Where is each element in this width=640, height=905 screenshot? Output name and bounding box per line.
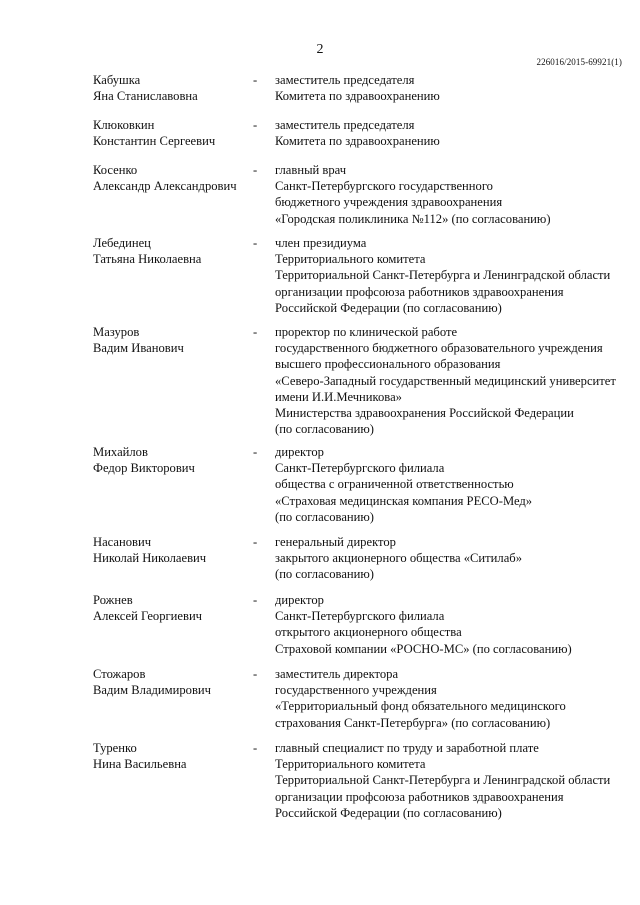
- position-line: заместитель директора: [275, 667, 399, 681]
- member-name: [93, 162, 253, 194]
- position-line: общества с ограниченной ответственностью: [275, 477, 514, 492]
- member-surname: Косенко: [93, 163, 138, 177]
- dash-separator: -: [253, 236, 258, 250]
- member-name: [93, 117, 253, 149]
- position-line: Российской Федерации (по согласованию): [275, 805, 502, 820]
- position-line: (по согласованию): [275, 509, 375, 524]
- position-line: Санкт-Петербургского государственного: [275, 179, 493, 194]
- member-position: [275, 592, 625, 657]
- position-line: закрытого акционерного общества «Ситилаб»: [275, 551, 522, 566]
- position-line: член президиума: [275, 236, 367, 250]
- dash-separator: -: [253, 325, 258, 339]
- member-surname: Кабушка: [93, 73, 141, 87]
- position-line: государственного бюджетного образовательного учреждения: [275, 341, 603, 356]
- member-name: [93, 72, 253, 104]
- member-name: [93, 235, 253, 267]
- dash-separator: -: [253, 163, 258, 177]
- page-number: 2: [316, 42, 324, 57]
- position-line: Территориального комитета: [275, 757, 426, 772]
- position-line: заместитель председателя: [275, 118, 415, 132]
- dash-separator: -: [253, 445, 258, 459]
- member-given-names: Вадим Владимирович: [93, 683, 211, 698]
- member-surname: Стожаров: [93, 667, 146, 681]
- dash-separator: -: [253, 118, 258, 132]
- member-surname: Насанович: [93, 535, 152, 549]
- member-position: [275, 444, 625, 525]
- member-position: [275, 666, 625, 731]
- position-line: страхования Санкт-Петербурга» (по согласованию): [275, 715, 551, 730]
- position-line: «Территориальный фонд обязательного медицинского: [275, 699, 566, 714]
- member-given-names: Татьяна Николаевна: [93, 252, 202, 267]
- member-position: [275, 117, 625, 149]
- position-line: Санкт-Петербургского филиала: [275, 461, 445, 476]
- position-line: организации профсоюза работников здравоохранения: [275, 789, 564, 804]
- member-position: [275, 534, 625, 583]
- position-line: Комитета по здравоохранению: [275, 134, 440, 149]
- dash-separator: -: [253, 73, 258, 87]
- position-line: (по согласованию): [275, 567, 375, 582]
- position-line: заместитель председателя: [275, 73, 415, 87]
- dash-separator: -: [253, 535, 258, 549]
- position-line: Территориальной Санкт-Петербурга и Ленинградской области: [275, 268, 611, 283]
- member-name: [93, 740, 253, 772]
- member-surname: Рожнев: [93, 593, 133, 607]
- position-line: открытого акционерного общества: [275, 625, 462, 640]
- position-line: государственного учреждения: [275, 683, 437, 698]
- position-line: высшего профессионального образования: [275, 357, 501, 372]
- position-line: Комитета по здравоохранению: [275, 89, 440, 104]
- member-position: [275, 162, 625, 227]
- position-line: «Страховая медицинская компания РЕСО-Мед»: [275, 493, 533, 508]
- position-line: «Городская поликлиника №112» (по согласованию): [275, 211, 551, 226]
- member-surname: Михайлов: [93, 445, 148, 459]
- member-name: [93, 592, 253, 624]
- position-line: бюджетного учреждения здравоохранения: [275, 195, 503, 210]
- member-name: [93, 534, 253, 566]
- member-given-names: Александр Александрович: [93, 179, 237, 194]
- position-line: главный врач: [275, 163, 347, 177]
- member-name: [93, 444, 253, 476]
- position-line: Российской Федерации (по согласованию): [275, 300, 502, 315]
- member-position: [275, 740, 625, 821]
- member-given-names: Нина Васильевна: [93, 757, 187, 772]
- member-given-names: Федор Викторович: [93, 461, 195, 476]
- member-surname: Клюковкин: [93, 118, 155, 132]
- position-line: «Северо-Западный государственный медицинский университет: [275, 373, 616, 388]
- member-position: [275, 324, 625, 437]
- member-position: [275, 72, 625, 104]
- position-line: организации профсоюза работников здравоохранения: [275, 284, 564, 299]
- position-line: Страховой компании «РОСНО-МС» (по согласованию): [275, 641, 572, 656]
- member-surname: Туренко: [93, 741, 137, 755]
- member-given-names: Вадим Иванович: [93, 341, 184, 356]
- member-surname: Лебединец: [93, 236, 151, 250]
- position-line: Министерства здравоохранения Российской Федерации: [275, 406, 574, 421]
- position-line: (по согласованию): [275, 422, 375, 437]
- position-line: главный специалист по труду и заработной плате: [275, 741, 539, 755]
- member-name: [93, 666, 253, 698]
- position-line: директор: [275, 445, 324, 459]
- position-line: генеральный директор: [275, 535, 396, 549]
- member-name: [93, 324, 253, 356]
- position-line: проректор по клинической работе: [275, 325, 458, 339]
- dash-separator: -: [253, 667, 258, 681]
- member-given-names: Николай Николаевич: [93, 551, 207, 566]
- document-id: 226016/2015-69921(1): [536, 57, 622, 67]
- member-given-names: Константин Сергеевич: [93, 134, 216, 149]
- dash-separator: -: [253, 741, 258, 755]
- dash-separator: -: [253, 593, 258, 607]
- member-position: [275, 235, 625, 316]
- position-line: Территориальной Санкт-Петербурга и Ленинградской области: [275, 773, 611, 788]
- position-line: директор: [275, 593, 324, 607]
- position-line: Территориального комитета: [275, 252, 426, 267]
- member-surname: Мазуров: [93, 325, 140, 339]
- position-line: Санкт-Петербургского филиала: [275, 609, 445, 624]
- member-given-names: Яна Станиславовна: [93, 89, 198, 104]
- position-line: имени И.И.Мечникова»: [275, 389, 402, 404]
- member-given-names: Алексей Георгиевич: [93, 609, 203, 624]
